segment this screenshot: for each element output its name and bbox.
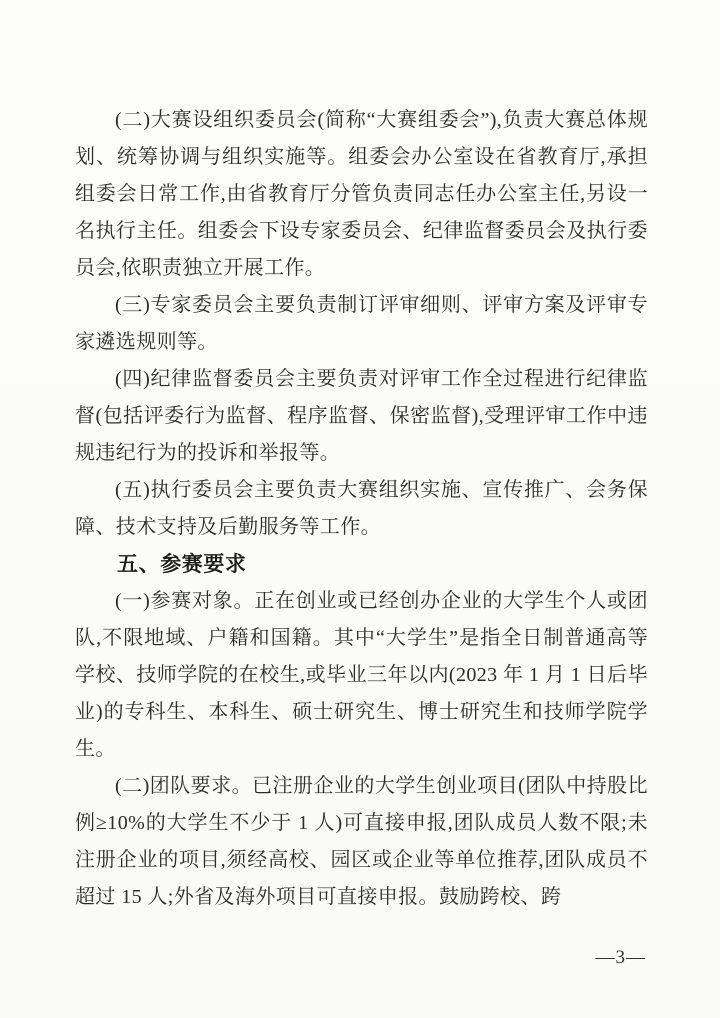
document-body <box>75 102 648 916</box>
section-heading: 五、参赛要求 <box>117 553 247 576</box>
paragraph: (二)大赛设组织委员会(简称“大赛组委会”),负责大赛总体规划、统筹协调与组织实施等。组委会办公室设在省教育厅,承担组委会日常工作,由省教育厅分管负责同志任办公室主任,另设一名执行主任。组委会下设专家委员会、纪律监督委员会及执行委员会,依职责独立开展工作。 <box>75 109 648 279</box>
paragraph: (二)团队要求。已注册企业的大学生创业项目(团队中持股比例≥10%的大学生不少于 1 人)可直接申报,团队成员人数不限;未注册企业的项目,须经高校、园区或企业等单位推荐,团队成员不超过 15 人;外省及海外项目可直接申报。鼓励跨校、跨 <box>75 775 648 908</box>
paragraph: (五)执行委员会主要负责大赛组织实施、宣传推广、会务保障、技术支持及后勤服务等工作。 <box>75 479 648 538</box>
paragraph: (三)专家委员会主要负责制订评审细则、评审方案及评审专家遴选规则等。 <box>75 294 648 353</box>
paragraph: (一)参赛对象。正在创业或已经创办企业的大学生个人或团队,不限地域、户籍和国籍。其中“大学生”是指全日制普通高等学校、技师学院的在校生,或毕业三年以内(2023 年 1 月 1 日后毕业)的专科生、本科生、硕士研究生、博士研究生和技师学院学生。 <box>75 590 648 760</box>
page-number: —3— <box>595 947 646 968</box>
paragraph: (四)纪律监督委员会主要负责对评审工作全过程进行纪律监督(包括评委行为监督、程序监督、保密监督),受理评审工作中违规违纪行为的投诉和举报等。 <box>75 368 648 464</box>
page-footer <box>596 948 647 968</box>
